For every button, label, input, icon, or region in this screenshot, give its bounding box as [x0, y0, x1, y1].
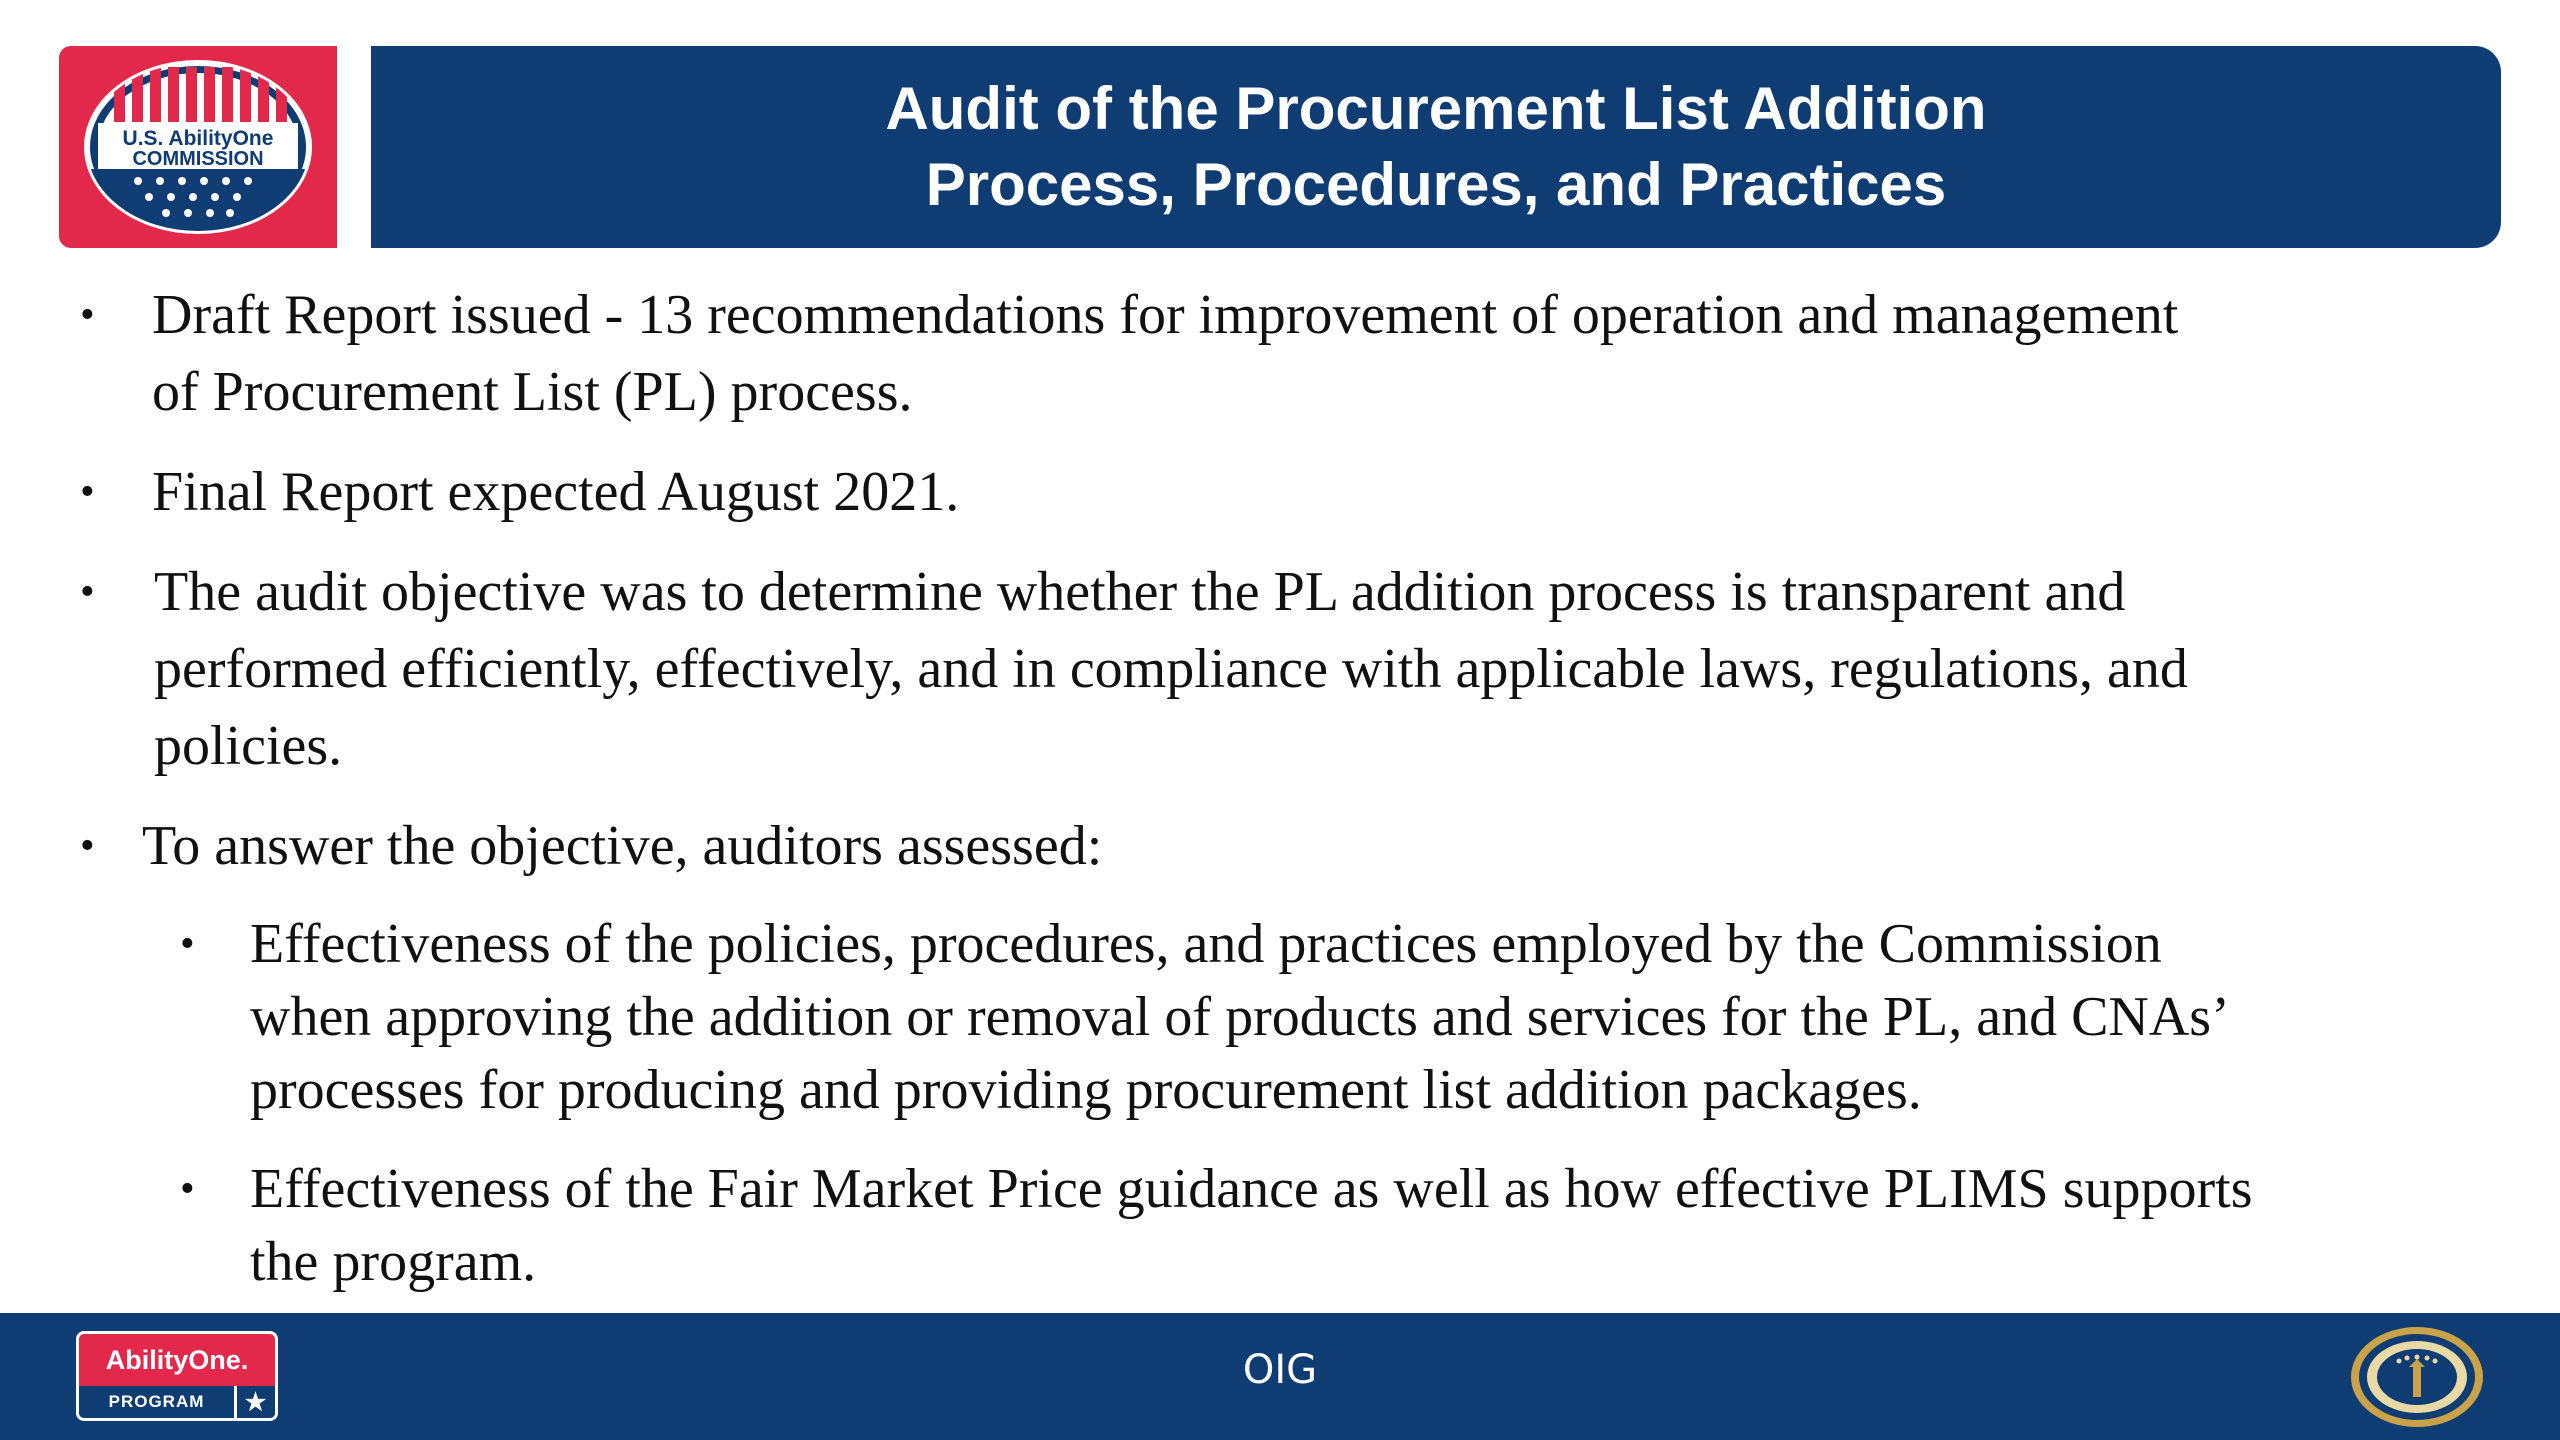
bullet-line: Final Report expected August 2021.	[152, 461, 960, 523]
logo-text-line1: U.S. AbilityOne	[122, 127, 274, 150]
footer-bar	[0, 1313, 2560, 1440]
program-logo-text: PROGRAM	[108, 1392, 205, 1411]
bullet-line: The audit objective was to determine whether the PL addition process is transparent and	[154, 561, 2126, 623]
bullet-line: of Procurement List (PL) process.	[152, 361, 913, 423]
bullet-line: when approving the addition or removal of products and services for the PL, and CNAs’	[250, 986, 2230, 1048]
bullet-line: policies.	[154, 715, 343, 777]
bullet-dot: •	[180, 921, 195, 967]
logo-text-line2: COMMISSION	[132, 148, 264, 170]
footer-label: OIG	[1242, 1347, 1318, 1393]
program-logo-top: AbilityOne.	[105, 1344, 249, 1375]
bullet-line: Effectiveness of the Fair Market Price guidance as well as how effective PLIMS supports	[250, 1158, 2253, 1220]
oig-seal-icon	[2349, 1325, 2485, 1429]
svg-text:COMMISSION	[132, 148, 263, 170]
star-icon: ★	[234, 1386, 275, 1418]
bullet-line: the program.	[250, 1231, 537, 1293]
commission-seal-icon	[80, 57, 316, 237]
bullet-line: performed efficiently, effectively, and in compliance with applicable laws, regulations, and	[154, 638, 2188, 700]
bullet-dot: •	[80, 469, 95, 515]
bullet-line: processes for producing and providing procurement list addition packages.	[250, 1059, 1922, 1121]
slide-title-line2: Process, Procedures, and Practices	[925, 151, 1947, 218]
svg-text:U.S. AbilityOne	[123, 127, 274, 150]
bullet-dot: •	[80, 569, 95, 615]
bullet-line: Effectiveness of the policies, procedures, and practices employed by the Commission	[250, 913, 2162, 975]
commission-logo	[59, 46, 337, 248]
slide-title-line1: Audit of the Procurement List Addition	[885, 75, 1987, 142]
bullet-dot: •	[180, 1166, 195, 1212]
bullet-line: To answer the objective, auditors assessed:	[142, 815, 1103, 877]
slide-title	[371, 46, 2501, 248]
bullet-dot: •	[80, 292, 95, 338]
bullet-line: Draft Report issued - 13 recommendations for improvement of operation and management	[152, 284, 2179, 346]
bullet-dot: •	[80, 823, 95, 869]
